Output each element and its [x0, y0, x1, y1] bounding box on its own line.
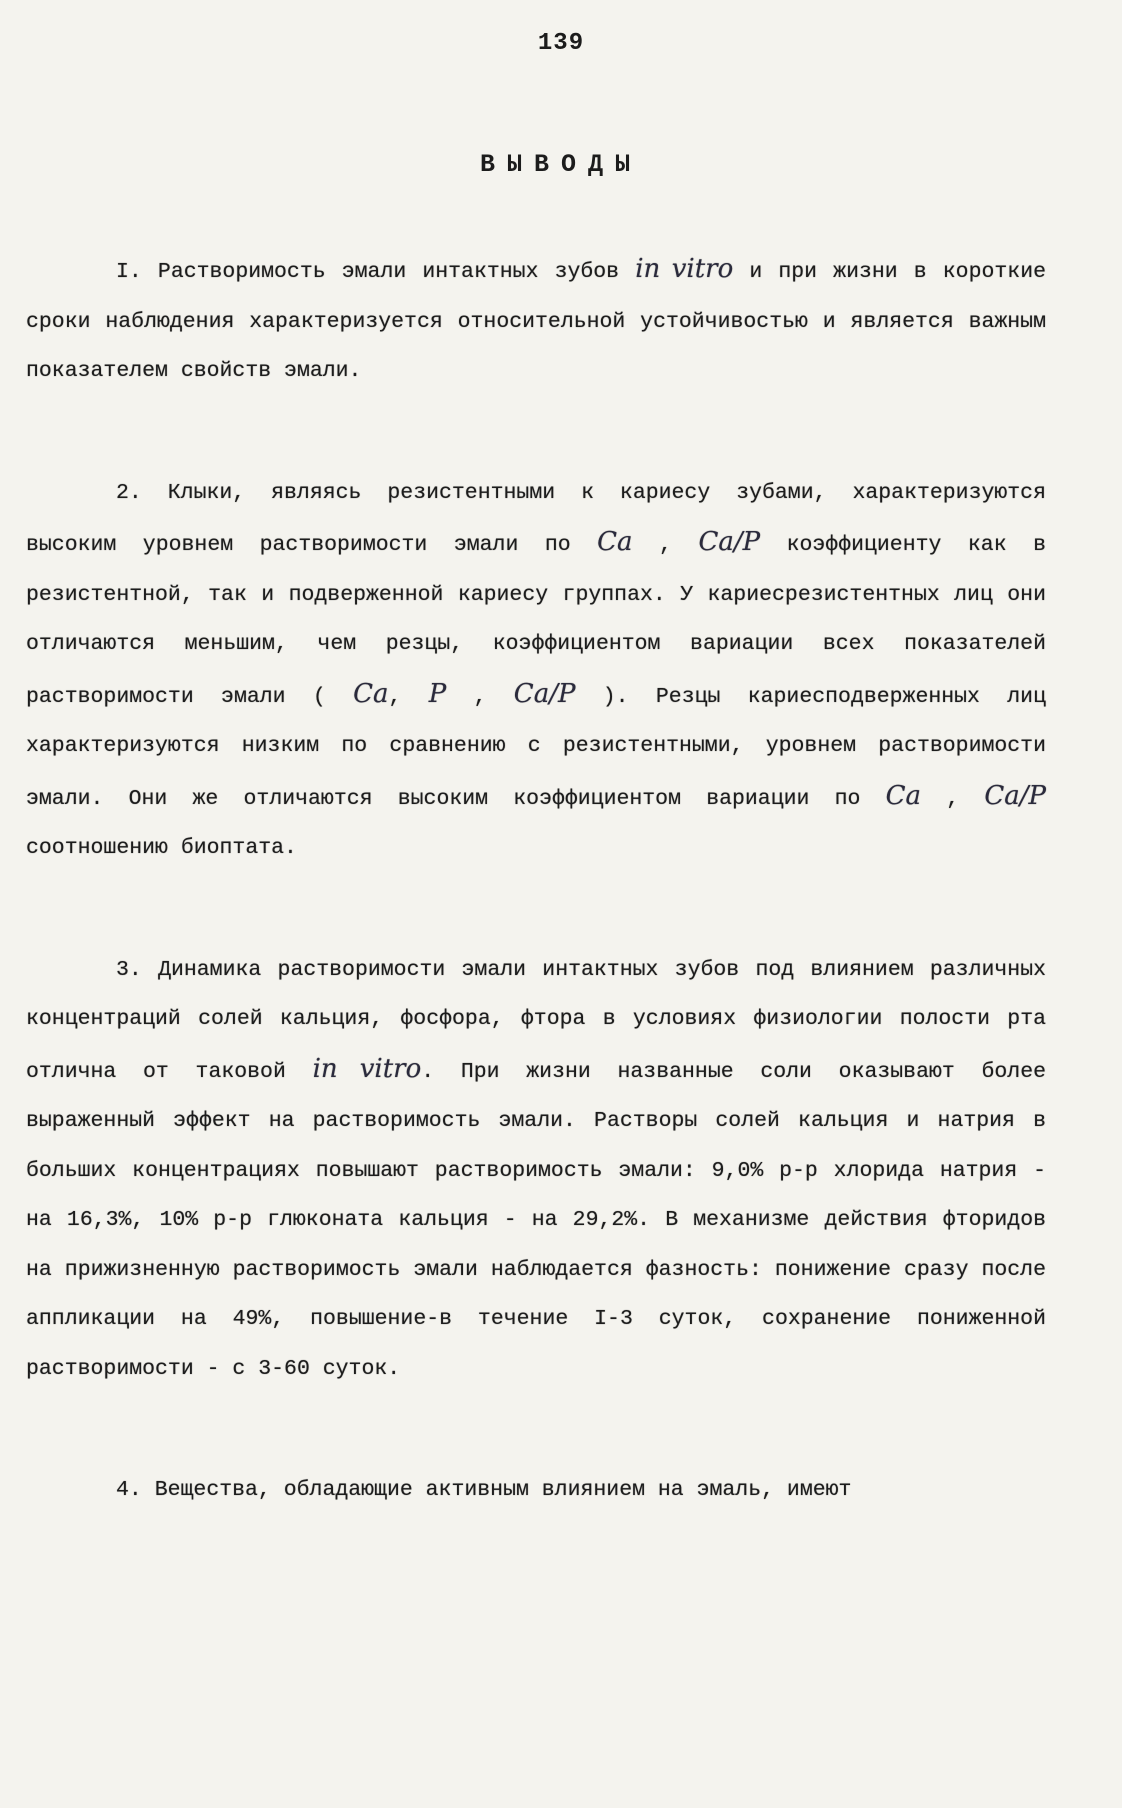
conclusion-paragraph: [26, 1466, 1046, 1516]
paragraph-text: ,: [921, 786, 985, 811]
paragraph-text: соотношению биоптата.: [26, 836, 297, 860]
handwritten-insert: Ca/P: [984, 780, 1046, 811]
paragraph-text: коэффициенту как в резистентной, так и подверженной кариесу группах. У кариесрезистентных лиц они отличаются меньшим, чем резцы, коэффициентом вариации всех показателей растворимости эмали (: [26, 533, 1047, 709]
paragraph-text: ). Резцы кариесподверженных лиц характеризуются низким по сравнению с резистентными, уровнем растворимости эмали. Они же отличаются высоким коэффициентом вариации по: [26, 684, 1046, 811]
handwritten-insert: in vitro: [312, 1053, 422, 1084]
conclusion-number: 2.: [116, 480, 142, 505]
paragraph-text: Динамика растворимости эмали интактных зубов под влиянием различных концентраций солей кальция, фосфора, фтора в условиях физиологии полости рта отлична от таковой: [26, 957, 1046, 1084]
handwritten-insert: in vitro: [635, 254, 734, 284]
paragraph-text: ,: [388, 684, 429, 709]
conclusion-number: 4.: [116, 1478, 142, 1502]
handwritten-insert: Ca/P: [698, 527, 761, 557]
page-number: 139: [537, 30, 585, 57]
handwritten-insert: Ca: [885, 780, 922, 811]
paragraph-text: Растворимость эмали интактных зубов: [141, 260, 636, 284]
conclusion-number: 3.: [116, 957, 142, 982]
conclusion-paragraph: [26, 946, 1046, 1395]
handwritten-insert: Ca: [353, 678, 389, 709]
paragraph-text: Клыки, являясь резистентными к кариесу зубами, характеризуются высоким уровнем растворимости эмали по: [26, 480, 1046, 557]
paragraph-text: . При жизни названные соли оказывают более выраженный эффект на растворимость эмали. Растворы солей кальция и натрия в больших концентрациях повышают растворимость эмали: 9,0% р-р хлорида натрия - на 16,3%, 10% р-р глюконата кальция - на 29,2%. В механизме действия фторидов на прижизненную растворимость эмали наблюдается фазность: понижение сразу после аппликации на 49%, повышение-в течение I-3 суток, сохранение пониженной растворимости - с 3-60 суток.: [26, 1059, 1047, 1381]
handwritten-insert: Ca/P: [513, 678, 576, 709]
handwritten-insert: Ca: [597, 527, 633, 557]
conclusion-paragraph: [26, 469, 1046, 874]
conclusions-list: [26, 245, 1046, 1516]
paragraph-text: и при жизни в короткие сроки наблюдения характеризуется относительной устойчивостью и является важным показателем свойств эмали.: [26, 260, 1046, 383]
paragraph-text: Вещества, обладающие активным влиянием на эмаль, имеют: [141, 1478, 852, 1502]
conclusion-number: I.: [116, 260, 142, 284]
page-title: ВЫВОДЫ: [479, 150, 642, 179]
paragraph-text: ,: [446, 684, 514, 709]
conclusion-paragraph: [26, 245, 1046, 397]
paragraph-text: ,: [632, 533, 699, 557]
handwritten-insert: P: [428, 678, 447, 709]
